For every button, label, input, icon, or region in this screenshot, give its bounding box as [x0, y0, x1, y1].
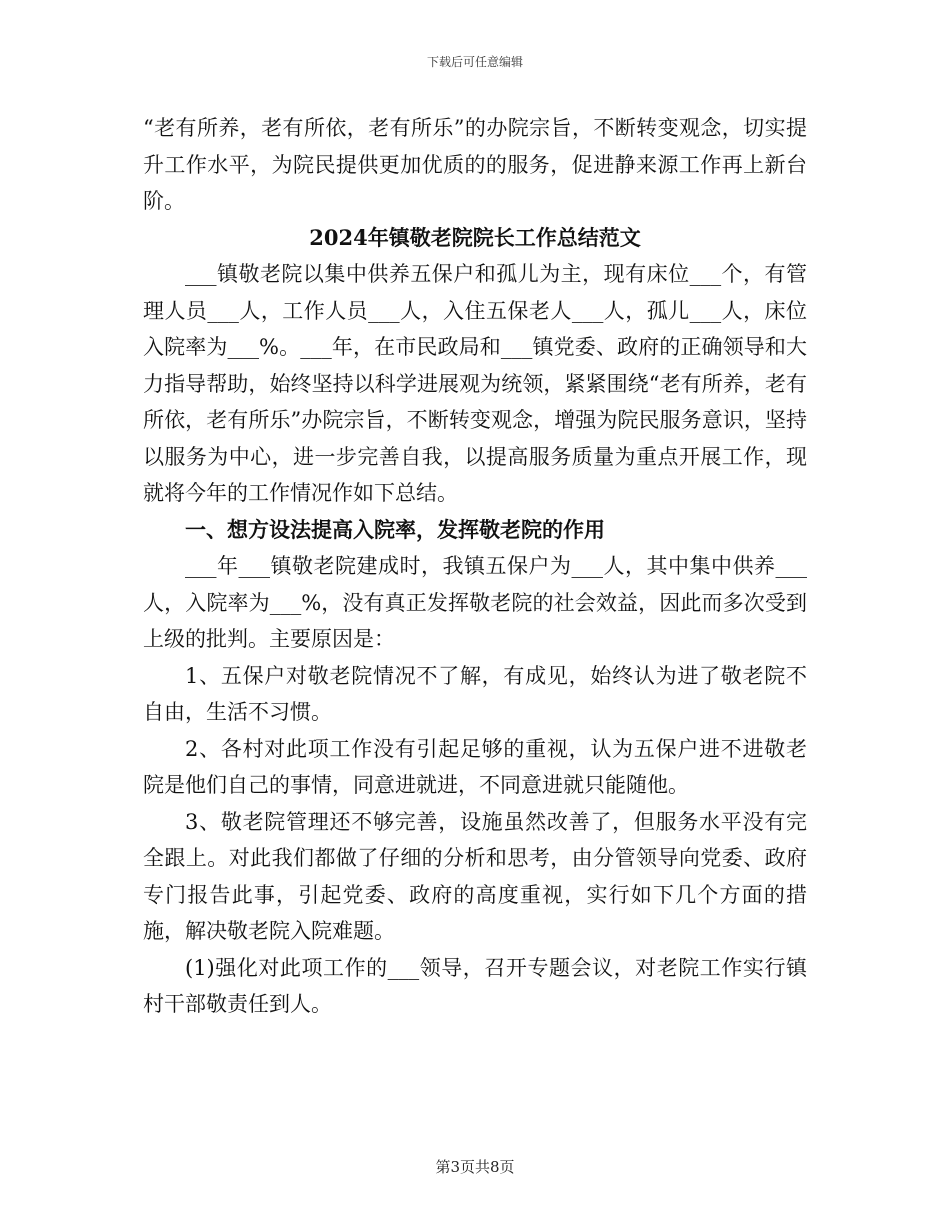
paragraph-background: ___年___镇敬老院建成时，我镇五保户为___人，其中集中供养___人，入院率为___%，没有真正发挥敬老院的社会效益，因此而多次受到上级的批判。主要原因是： — [143, 554, 807, 651]
reason-item-3: 3、敬老院管理还不够完善，设施虽然改善了，但服务水平没有完全跟上。对此我们都做了仔细的分析和思考，由分管领导向党委、政府专门报告此事，引起党委、政府的高度重视，实行如下几个方面的措施，解决敬老院入院难题。 — [143, 809, 807, 943]
page-number: 第3页共8页 — [435, 1158, 515, 1176]
intro-paragraph: “老有所养，老有所依，老有所乐”的办院宗旨，不断转变观念，切实提升工作水平，为院民提供更加优质的的服务，促进静来源工作再上新台阶。 — [143, 116, 807, 213]
document-body — [143, 110, 807, 1023]
page-header: 下载后可任意编辑 — [426, 55, 523, 69]
reason-item-2: 2、各村对此项工作没有引起足够的重视，认为五保户进不进敬老院是他们自己的事情，同意进就进，不同意进就只能随他。 — [143, 736, 807, 797]
document-title: 2024年镇敬老院院长工作总结范文 — [309, 224, 641, 250]
reason-item-1: 1、五保户对敬老院情况不了解，有成见，始终认为进了敬老院不自由，生活不习惯。 — [143, 663, 807, 724]
measure-item-1: (1)强化对此项工作的___领导，召开专题会议，对老院工作实行镇村干部敬责任到人。 — [143, 955, 807, 1016]
paragraph-overview: ___镇敬老院以集中供养五保户和孤儿为主，现有床位___个，有管理人员___人，工作人员___人，入住五保老人___人，孤儿___人，床位入院率为___%。___年，在市民政局和___镇党委、政府的正确领导和大力指导帮助，始终坚持以科学进展观为统领，紧紧围绕“老有所养，老有所依，老有所乐”办院宗旨，不断转变观念，增强为院民服务意识，坚持以服务为中心，进一步完善自我，以提高服务质量为重点开展工作，现就将今年的工作情况作如下总结。 — [143, 262, 807, 505]
section-heading: 一、想方设法提高入院率，发挥敬老院的作用 — [185, 516, 605, 542]
